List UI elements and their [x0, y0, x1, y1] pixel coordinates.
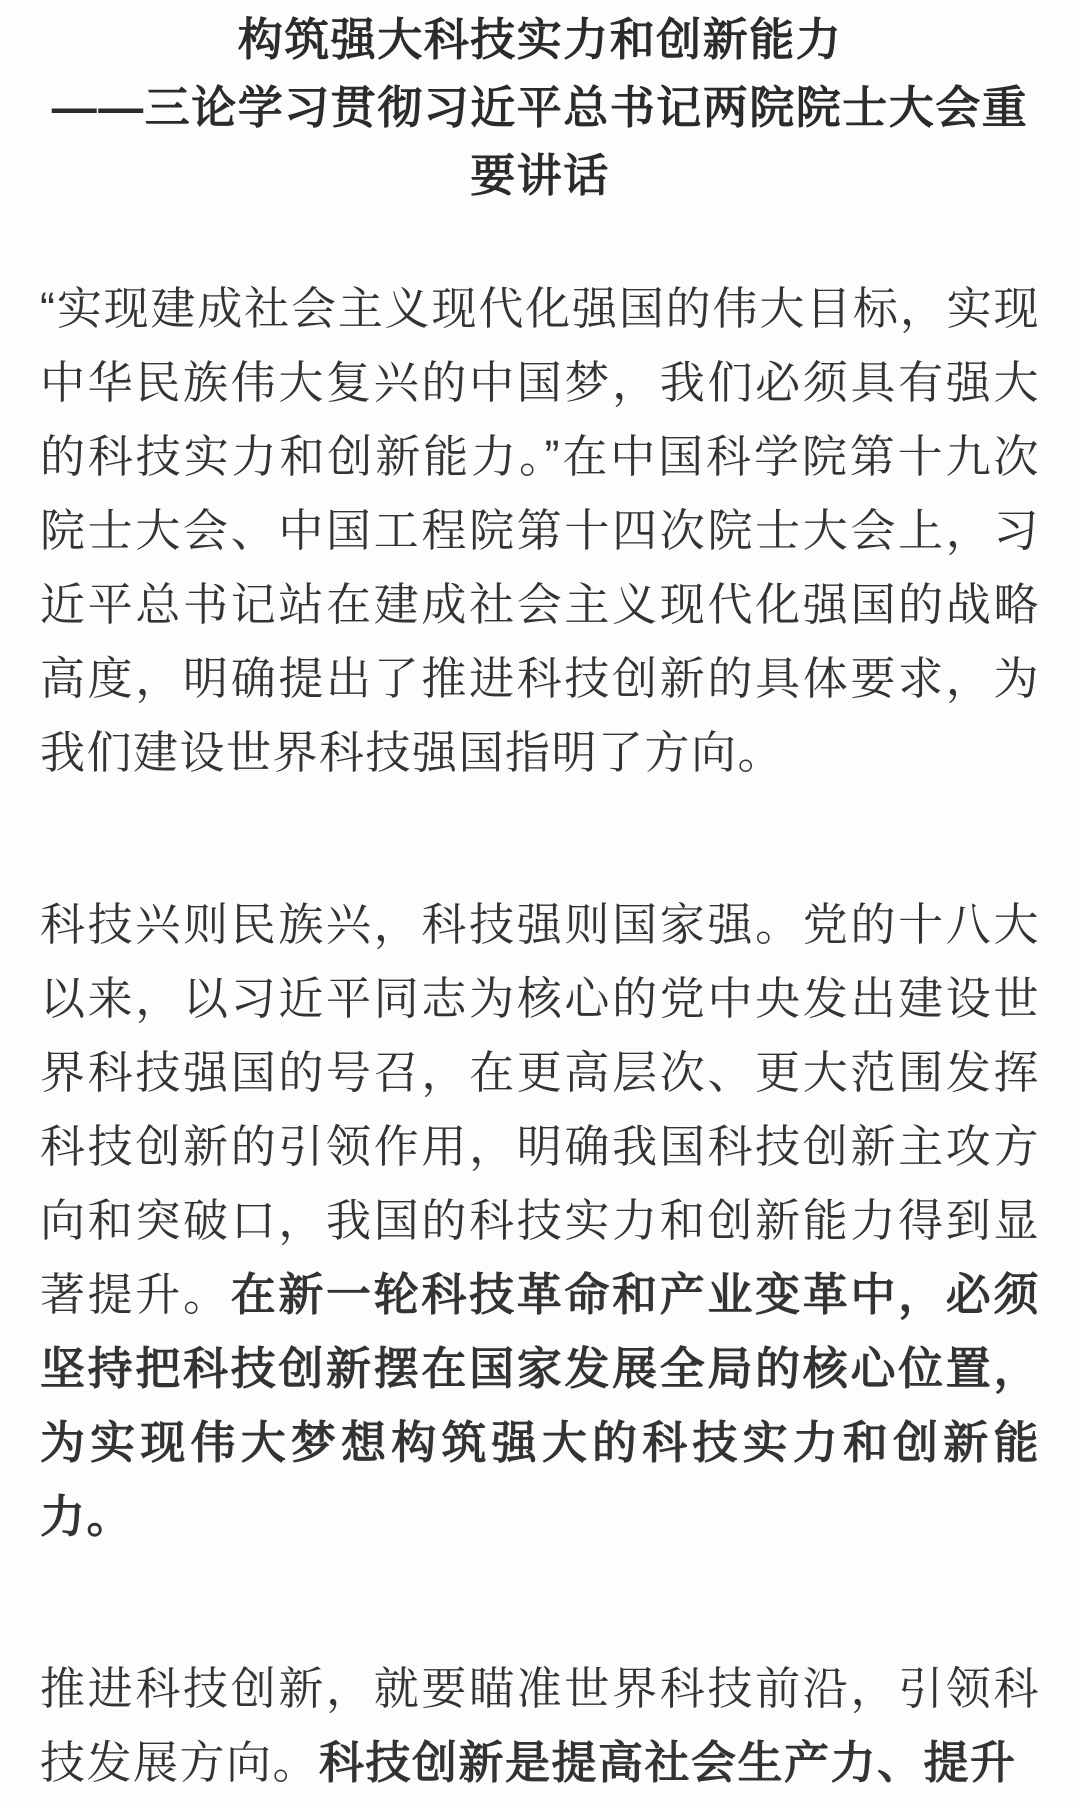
- paragraph-3-text: 推进科技创新，就要瞄准世界科技前沿，引领科技发展方向。: [40, 1663, 1040, 1788]
- paragraph-1-text: “实现建成社会主义现代化强国的伟大目标，实现中华民族伟大复兴的中国梦，我们必须具有强大的科技实力和创新能力。”在中国科学院第十九次院士大会、中国工程院第十四次院士大会上，习近平总书记站在建成社会主义现代化强国的战略高度，明确提出了推进科技创新的具体要求，为我们建设世界科技强国指明了方向。: [40, 283, 1040, 778]
- article-header: [40, 6, 1040, 210]
- paragraph-3-bold-text: 科技创新是提高社会生产力、提升: [319, 1737, 1017, 1788]
- paragraph-2-text: 科技兴则民族兴，科技强则国家强。党的十八大以来，以习近平同志为核心的党中央发出建设世界科技强国的号召，在更高层次、更大范围发挥科技创新的引领作用，明确我国科技创新主攻方向和突破口，我国的科技实力和创新能力得到显著提升。: [40, 899, 1040, 1320]
- paragraph-3: [40, 1652, 1040, 1800]
- page-subtitle: ——三论学习贯彻习近平总书记两院院士大会重要讲话: [51, 82, 1029, 201]
- paragraph-2-bold-text: 在新一轮科技革命和产业变革中，必须坚持把科技创新摆在国家发展全局的核心位置，为实现伟大梦想构筑强大的科技实力和创新能力。: [40, 1269, 1040, 1542]
- paragraph-2: [40, 888, 1040, 1554]
- article-body: [40, 272, 1040, 1800]
- page-title: 构筑强大科技实力和创新能力: [237, 14, 843, 65]
- paragraph-1: [40, 272, 1040, 790]
